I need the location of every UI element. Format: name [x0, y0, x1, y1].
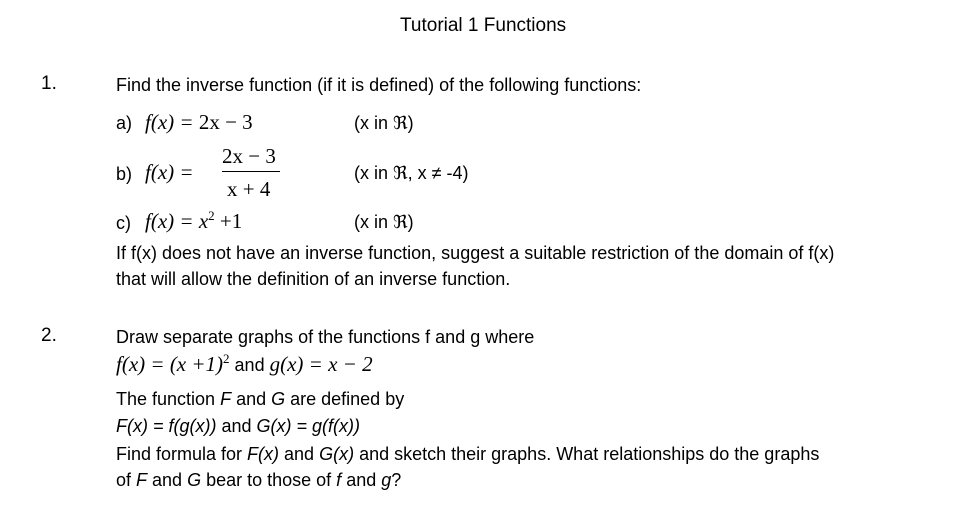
part-b-lhs-text: f(x) =	[145, 160, 194, 184]
part-a-formula	[145, 110, 253, 134]
question-2-line-4	[116, 415, 360, 437]
line-6-G: G	[187, 470, 202, 490]
part-b-lhs	[145, 160, 194, 184]
question-2-line-6	[116, 469, 401, 491]
part-c-lhs: f(x) =	[145, 209, 199, 233]
line-6-f: f	[336, 470, 342, 490]
question-1-prompt: Find the inverse function (if it is defined) of the following functions:	[116, 75, 642, 95]
line-5-text-b: and	[279, 444, 320, 464]
line-3-text-a: The function	[116, 389, 221, 409]
fraction-bar	[222, 171, 280, 172]
line-4-and: and	[216, 416, 257, 436]
question-1-note-line-2: that will allow the definition of an inverse function.	[116, 269, 511, 289]
question-2-definitions	[116, 352, 373, 376]
part-c-base: x	[198, 209, 209, 233]
part-a-domain: (x in ℜ)	[354, 113, 414, 133]
g-definition: g(x) = x − 2	[269, 352, 373, 376]
line-6-text-a: of	[116, 470, 137, 490]
line-5-G: G(x)	[319, 444, 355, 464]
f-exponent: 2	[223, 351, 230, 366]
line-6-text-b: and	[147, 470, 188, 490]
part-c-label: c)	[116, 213, 131, 233]
line-5-text-c: and sketch their graphs. What relationships do the graphs	[354, 444, 820, 464]
part-a-label: a)	[116, 113, 133, 133]
line-6-text-e: ?	[391, 470, 402, 490]
page-title: Tutorial 1 Functions	[400, 15, 567, 36]
line-3-G: G	[271, 389, 286, 409]
question-1-note-line-1: If f(x) does not have an inverse function, suggest a suitable restriction of the domain of f(x)	[116, 243, 835, 263]
part-c-formula	[145, 209, 242, 233]
question-2-number: 2.	[41, 325, 57, 346]
line-6-g: g	[381, 470, 392, 490]
part-b-denominator: x + 4	[227, 177, 271, 201]
G-composition: G(x) = g(f(x))	[256, 416, 361, 436]
part-a-lhs: f(x) =	[145, 110, 199, 134]
F-composition: F(x) = f(g(x))	[116, 416, 217, 436]
part-c-domain: (x in ℜ)	[354, 212, 414, 232]
line-3-text-c: are defined by	[285, 389, 405, 409]
question-2-line-5	[116, 443, 819, 465]
part-a-rhs: 2x − 3	[198, 110, 253, 134]
part-c-exponent: 2	[208, 208, 215, 223]
question-1-number: 1.	[41, 73, 57, 94]
part-b-domain: (x in ℜ, x ≠ -4)	[354, 163, 469, 183]
f-definition: f(x) = (x +1)	[116, 352, 224, 376]
line-6-text-d: and	[341, 470, 382, 490]
line-6-F: F	[136, 470, 148, 490]
line-3-text-b: and	[231, 389, 272, 409]
definitions-and: and	[229, 355, 270, 375]
part-b-label: b)	[116, 164, 133, 184]
line-5-text-a: Find formula for	[116, 444, 248, 464]
line-3-F: F	[220, 389, 232, 409]
part-b-numerator: 2x − 3	[222, 144, 276, 168]
question-2-line-3	[116, 388, 404, 410]
line-5-F: F(x)	[247, 444, 280, 464]
question-2-line-1: Draw separate graphs of the functions f and g where	[116, 327, 535, 347]
part-c-tail: +1	[214, 209, 243, 233]
line-6-text-c: bear to those of	[201, 470, 337, 490]
